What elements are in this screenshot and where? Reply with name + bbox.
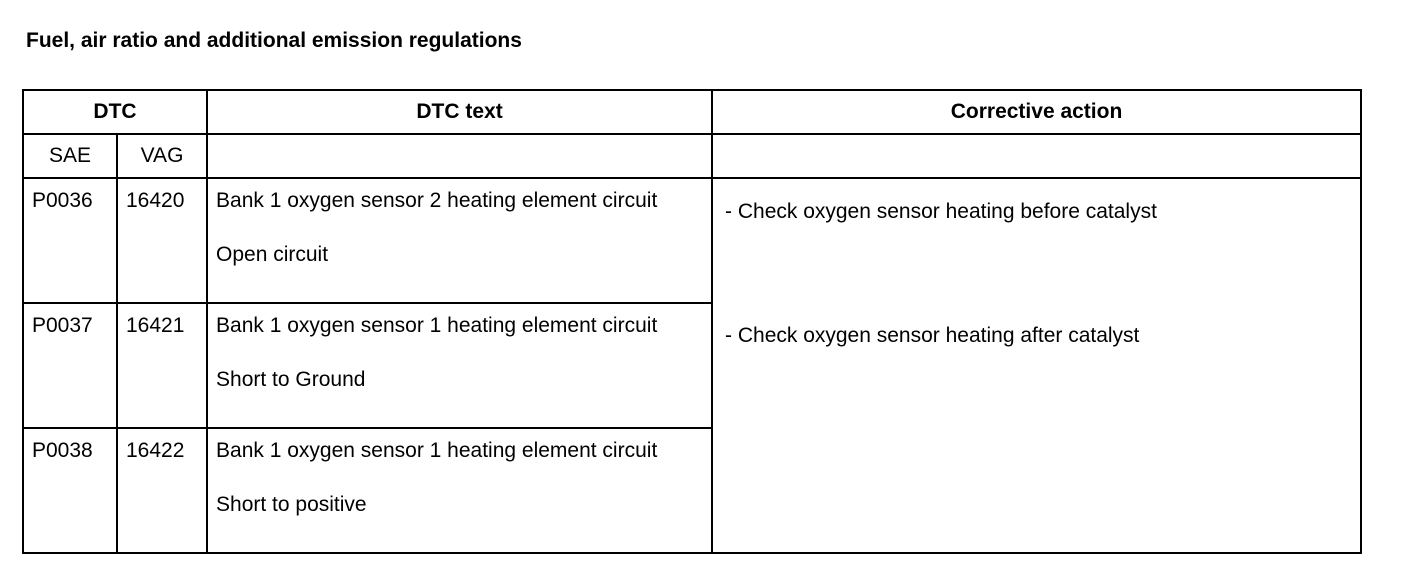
vag-code: 16422 xyxy=(117,428,207,553)
header-dtc-text: DTC text xyxy=(207,90,712,134)
header-sae: SAE xyxy=(23,134,117,178)
dtc-description: Bank 1 oxygen sensor 1 heating element circuit xyxy=(216,314,658,337)
subheader-empty-action xyxy=(712,134,1361,178)
sae-code: P0038 xyxy=(23,428,117,553)
sae-code: P0036 xyxy=(23,178,117,303)
table-row xyxy=(23,178,1361,303)
corrective-action-item: - Check oxygen sensor heating after catalyst xyxy=(725,324,1140,347)
dtc-status: Open circuit xyxy=(216,243,329,266)
header-corrective-action: Corrective action xyxy=(712,90,1361,134)
dtc-status: Short to Ground xyxy=(216,368,366,391)
subheader-empty-text xyxy=(207,134,712,178)
dtc-text-cell xyxy=(207,178,712,303)
table-subheader-row xyxy=(23,134,1361,178)
vag-code: 16421 xyxy=(117,303,207,428)
vag-code: 16420 xyxy=(117,178,207,303)
corrective-action-cell xyxy=(712,178,1361,553)
dtc-description: Bank 1 oxygen sensor 2 heating element circuit xyxy=(216,189,658,212)
dtc-status: Short to positive xyxy=(216,493,367,516)
table-header-row xyxy=(23,90,1361,134)
header-vag: VAG xyxy=(117,134,207,178)
header-dtc: DTC xyxy=(23,90,207,134)
dtc-text-cell xyxy=(207,303,712,428)
dtc-text-cell xyxy=(207,428,712,553)
page-title: Fuel, air ratio and additional emission regulations xyxy=(26,29,522,52)
dtc-description: Bank 1 oxygen sensor 1 heating element circuit xyxy=(216,439,658,462)
corrective-action-item: - Check oxygen sensor heating before catalyst xyxy=(725,200,1157,223)
sae-code: P0037 xyxy=(23,303,117,428)
dtc-table xyxy=(22,89,1362,554)
